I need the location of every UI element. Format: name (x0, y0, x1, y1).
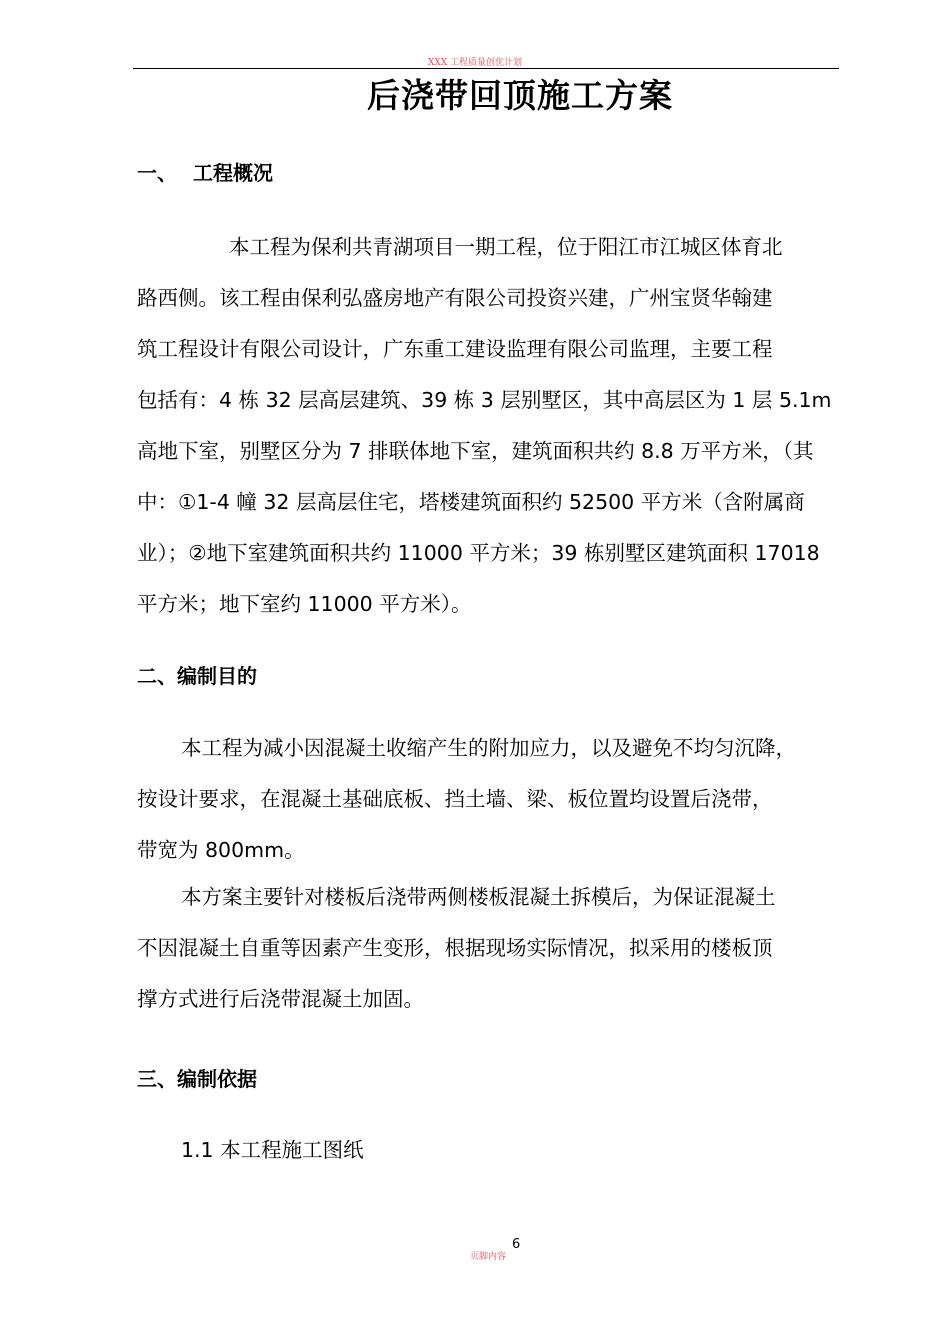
paragraph-line: 包括有：4 栋 32 层高层建筑、39 栋 3 层别墅区，其中高层区为 1 层 5.1m (137, 388, 832, 412)
paragraph-line: 不因混凝土自重等因素产生变形，根据现场实际情况，拟采用的楼板顶 (137, 936, 773, 960)
header-text: XXX 工程质量创优计划 (427, 58, 523, 68)
paragraph-line: 带宽为 800mm。 (137, 838, 305, 862)
document-title: 后浇带回顶施工方案 (367, 76, 673, 115)
section-title: 编制依据 (177, 1067, 257, 1091)
section-number: 二、 (137, 664, 177, 688)
section-heading-2 (137, 660, 257, 689)
section-heading-1 (137, 157, 273, 186)
section-title: 编制目的 (177, 664, 257, 688)
paragraph-line: 本工程为保利共青湖项目一期工程，位于阳江市江城区体育北 (229, 235, 783, 259)
section-number: 一、 (137, 161, 177, 185)
section-title: 工程概况 (193, 161, 273, 185)
section-heading-3 (137, 1063, 257, 1092)
header-rule (133, 68, 839, 69)
paragraph-line: 业）；②地下室建筑面积共约 11000 平方米；39 栋别墅区建筑面积 17018 (137, 541, 820, 565)
footer-text: 页脚内容 (470, 1252, 507, 1262)
paragraph-line: 平方米；地下室约 11000 平方米）。 (137, 592, 472, 616)
paragraph-line: 本方案主要针对楼板后浇带两侧楼板混凝土拆模后，为保证混凝土 (181, 885, 776, 909)
section-2-paragraph-1 (137, 723, 842, 876)
page-number: 6 (512, 1237, 521, 1252)
paragraph-line: 1.1 本工程施工图纸 (181, 1138, 364, 1162)
paragraph-line: 中：①1-4 幢 32 层高层住宅，塔楼建筑面积约 52500 平方米（含附属商 (137, 490, 805, 514)
paragraph-line: 筑工程设计有限公司设计，广东重工建设监理有限公司监理，主要工程 (137, 337, 773, 361)
paragraph-line: 本工程为减小因混凝土收缩产生的附加应力，以及避免不均匀沉降， (181, 736, 796, 760)
paragraph-line: 撑方式进行后浇带混凝土加固。 (137, 987, 424, 1011)
paragraph-line: 按设计要求，在混凝土基础底板、挡土墙、梁、板位置均设置后浇带， (137, 787, 773, 811)
section-2-paragraph-2 (137, 872, 842, 1025)
section-3-item (137, 1125, 842, 1176)
section-number: 三、 (137, 1067, 177, 1091)
paragraph-line: 路西侧。该工程由保利弘盛房地产有限公司投资兴建，广州宝贤华翰建 (137, 286, 773, 310)
section-1-paragraph (137, 222, 842, 630)
paragraph-line: 高地下室，别墅区分为 7 排联体地下室，建筑面积共约 8.8 万平方米，（其 (137, 439, 814, 463)
